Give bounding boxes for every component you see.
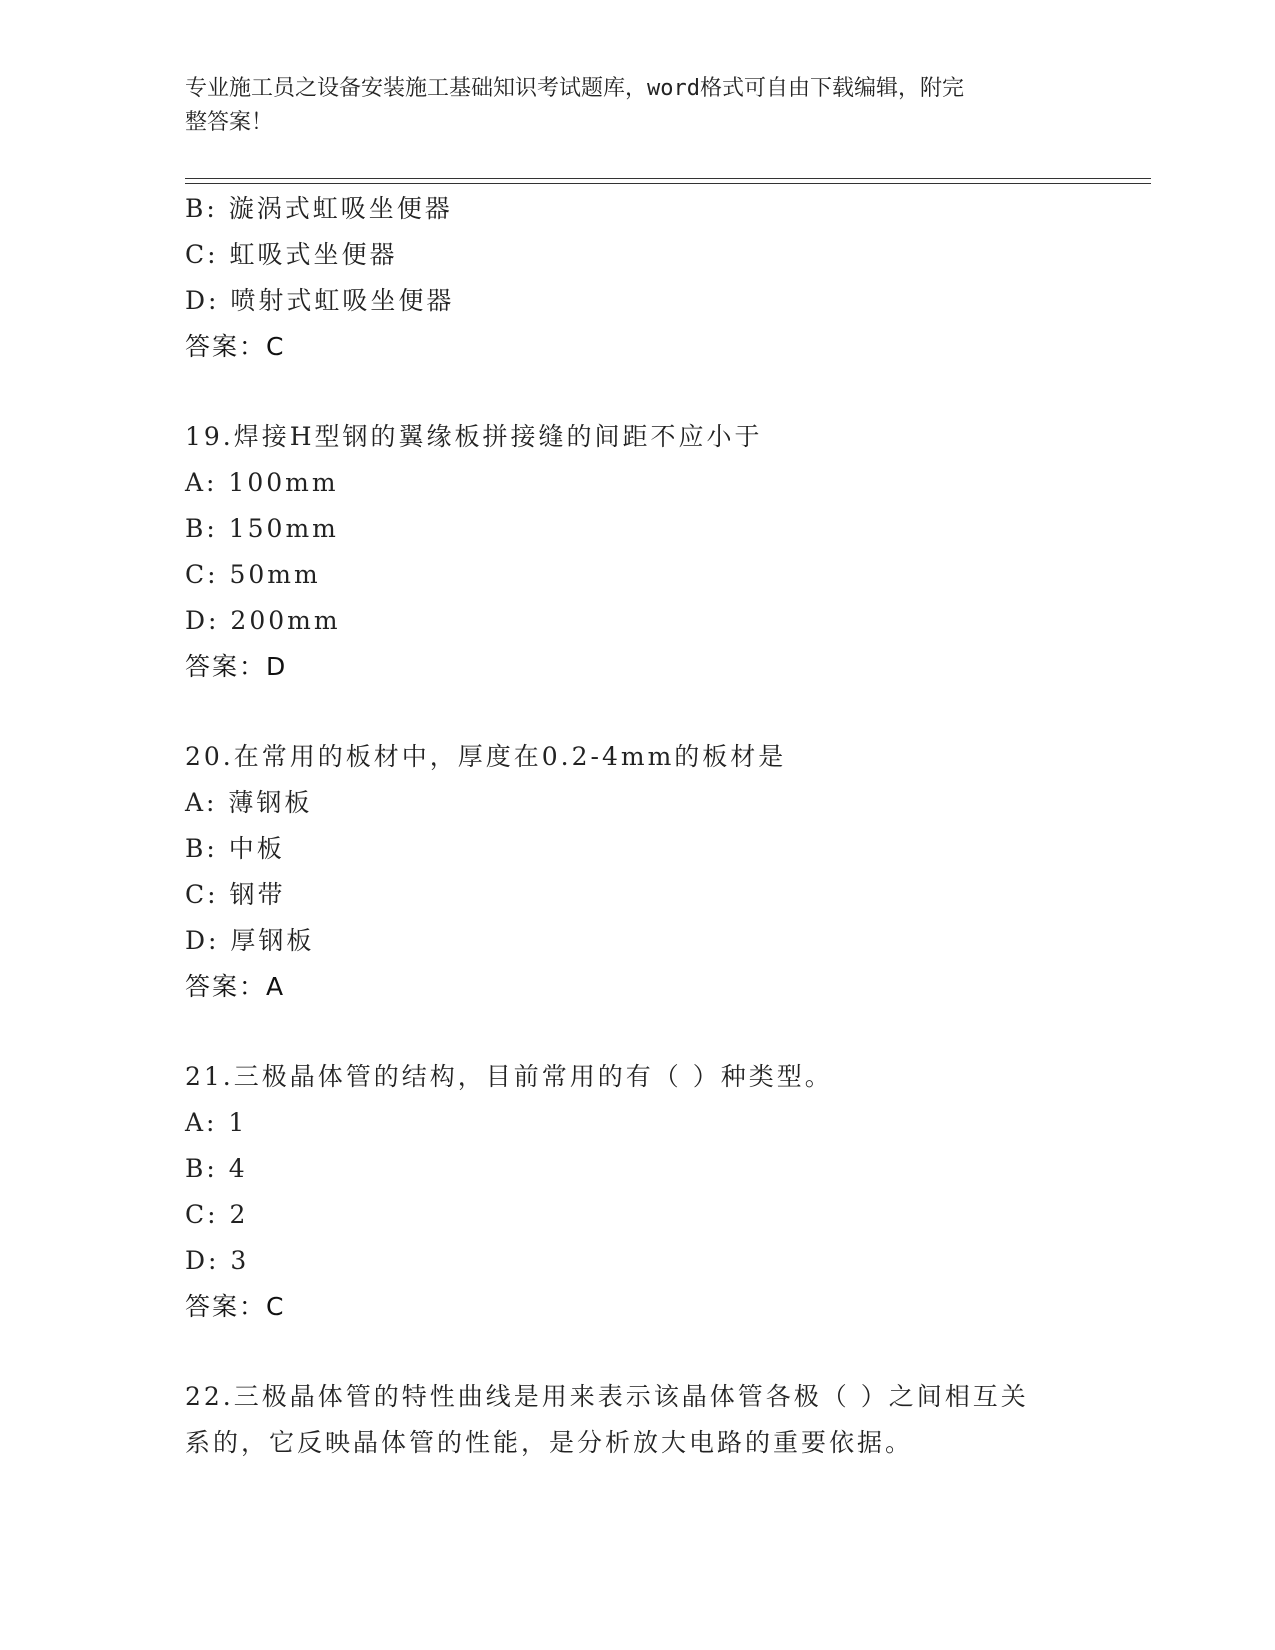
option-d: D: 200mm — [185, 606, 341, 635]
question-text: 21.三极晶体管的结构，目前常用的有（ ）种类型。 — [185, 1062, 833, 1091]
option-d: D: 喷射式虹吸坐便器 — [185, 286, 455, 315]
question-19 — [185, 414, 1105, 690]
option-b: B: 中板 — [185, 834, 285, 863]
header-line-2: 整答案！ — [185, 110, 274, 135]
option-a: A: 100mm — [185, 468, 339, 497]
answer: 答案：D — [185, 652, 288, 681]
question-list — [185, 186, 1105, 1466]
option-d: D: 3 — [185, 1246, 250, 1275]
question-text-line-2: 系的，它反映晶体管的性能，是分析放大电路的重要依据。 — [185, 1428, 914, 1457]
question-22 — [185, 1374, 1105, 1466]
option-a: A: 1 — [185, 1108, 248, 1137]
option-d: D: 厚钢板 — [185, 926, 315, 955]
question-text: 19.焊接H型钢的翼缘板拼接缝的间距不应小于 — [185, 422, 763, 451]
answer: 答案：A — [185, 972, 286, 1001]
option-b: B: 漩涡式虹吸坐便器 — [185, 194, 453, 223]
question-20 — [185, 734, 1105, 1010]
answer: 答案：C — [185, 332, 286, 361]
header-line-1: 专业施工员之设备安装施工基础知识考试题库，word格式可自由下载编辑，附完 — [185, 76, 964, 101]
header-divider-bottom — [185, 183, 1151, 184]
option-c: C: 虹吸式坐便器 — [185, 240, 398, 269]
question-21 — [185, 1054, 1105, 1330]
option-c: C: 2 — [185, 1200, 249, 1229]
option-b: B: 150mm — [185, 514, 339, 543]
question-text-line-1: 22.三极晶体管的特性曲线是用来表示该晶体管各极（ ）之间相互关 — [185, 1382, 1029, 1411]
option-b: B: 4 — [185, 1154, 248, 1183]
option-a: A: 薄钢板 — [185, 788, 313, 817]
header-divider-top — [185, 178, 1151, 179]
question-text: 20.在常用的板材中，厚度在0.2-4mm的板材是 — [185, 742, 787, 771]
option-c: C: 钢带 — [185, 880, 286, 909]
question-18-continued — [185, 186, 1105, 370]
option-c: C: 50mm — [185, 560, 321, 589]
document-header — [185, 72, 1075, 140]
answer: 答案：C — [185, 1292, 286, 1321]
